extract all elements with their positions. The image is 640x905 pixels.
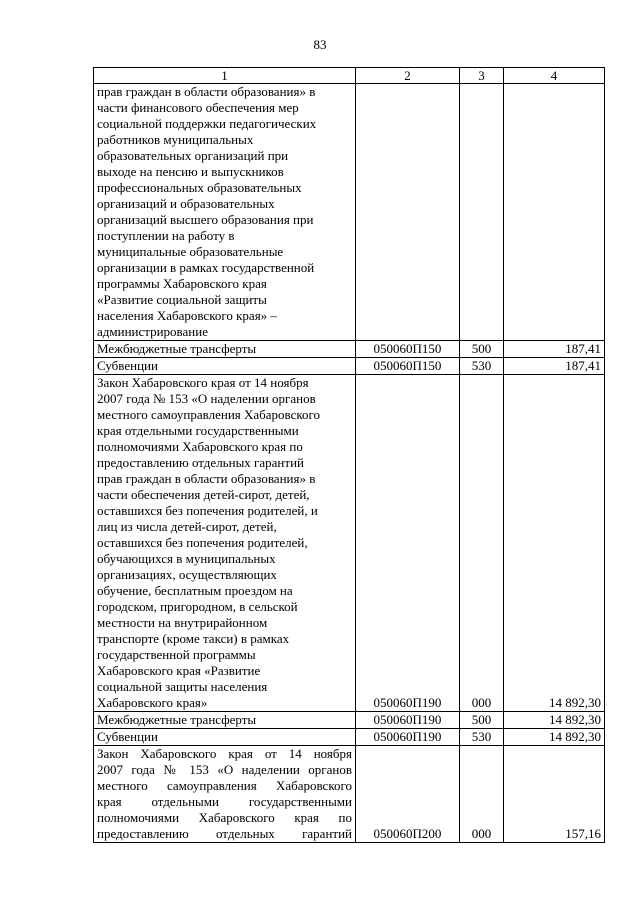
name-line: предоставлению отдельных гарантий [97, 455, 304, 470]
row-code: 050060П150 [356, 358, 460, 375]
row-sum: 14 892,30 [504, 712, 605, 729]
row-name: Субвенции [94, 358, 356, 375]
table-row [94, 358, 605, 375]
name-line: «Развитие социальной защиты [97, 292, 267, 307]
name-line: образовательных организаций при [97, 148, 289, 163]
name-line: организаций и образовательных [97, 196, 275, 211]
name-line: выходе на пенсию и выпускников [97, 164, 284, 179]
row-code [356, 84, 460, 341]
name-line: Закон Хабаровского края от 14 ноября [97, 375, 309, 390]
row-kvr: 530 [460, 729, 504, 746]
row-kvr: 530 [460, 358, 504, 375]
name-line: местного самоуправления Хабаровского [97, 778, 352, 793]
row-name [94, 746, 356, 843]
name-line: местного самоуправления Хабаровского [97, 407, 321, 422]
row-name: Межбюджетные трансферты [94, 341, 356, 358]
name-line: части финансового обеспечения мер [97, 100, 299, 115]
budget-table [93, 67, 605, 843]
column-header-4: 4 [504, 68, 605, 84]
name-line: прав граждан в области образования» в [97, 84, 316, 99]
row-name: Межбюджетные трансферты [94, 712, 356, 729]
name-line: Хабаровского края» [97, 695, 208, 710]
row-code: 050060П190 [356, 375, 460, 712]
row-sum: 187,41 [504, 358, 605, 375]
row-sum: 187,41 [504, 341, 605, 358]
table-row [94, 712, 605, 729]
name-line: 2007 года № 153 «О наделении органов [97, 391, 316, 406]
row-sum: 14 892,30 [504, 729, 605, 746]
name-line: организации в рамках государственной [97, 260, 315, 275]
name-line: полномочиями Хабаровского края по [97, 810, 352, 825]
row-code: 050060П150 [356, 341, 460, 358]
name-line: обучающихся в муниципальных [97, 551, 276, 566]
name-line: обучение, бесплатным проездом на [97, 583, 293, 598]
table-row [94, 746, 605, 843]
name-line: оставшихся без попечения родителей, и [97, 503, 318, 518]
name-line: лиц из числа детей-сирот, детей, [97, 519, 277, 534]
name-line: администрирование [97, 324, 208, 339]
table-row [94, 341, 605, 358]
name-line: работников муниципальных [97, 132, 254, 147]
row-kvr: 500 [460, 341, 504, 358]
name-line: социальной защиты населения [97, 679, 268, 694]
name-line: городском, пригородном, в сельской [97, 599, 298, 614]
name-line: населения Хабаровского края» – [97, 308, 277, 323]
column-header-2: 2 [356, 68, 460, 84]
row-sum [504, 84, 605, 341]
table-row [94, 84, 605, 341]
header-row [94, 68, 605, 84]
row-sum: 157,16 [504, 746, 605, 843]
name-line: части обеспечения детей-сирот, детей, [97, 487, 310, 502]
name-line: муниципальные образовательные [97, 244, 284, 259]
table-row [94, 729, 605, 746]
row-name [94, 375, 356, 712]
name-line: края отдельными государственными [97, 423, 299, 438]
name-line: Закон Хабаровского края от 14 ноября [97, 746, 352, 761]
row-kvr [460, 84, 504, 341]
name-line: социальной поддержки педагогических [97, 116, 317, 131]
name-line: 2007 года № 153 «О наделении органов [97, 762, 352, 777]
row-name [94, 84, 356, 341]
name-line: предоставлению отдельных гарантий [97, 826, 352, 841]
name-line: организациях, осуществляющих [97, 567, 277, 582]
name-line: прав граждан в области образования» в [97, 471, 316, 486]
column-header-3: 3 [460, 68, 504, 84]
row-kvr: 000 [460, 375, 504, 712]
name-line: транспорте (кроме такси) в рамках [97, 631, 290, 646]
name-line: Хабаровского края «Развитие [97, 663, 261, 678]
row-kvr: 500 [460, 712, 504, 729]
name-line: поступлении на работу в [97, 228, 235, 243]
name-line: государственной программы [97, 647, 256, 662]
table-row [94, 375, 605, 712]
name-line: профессиональных образовательных [97, 180, 302, 195]
name-line: полномочиями Хабаровского края по [97, 439, 303, 454]
row-sum: 14 892,30 [504, 375, 605, 712]
name-line: местности на внутрирайонном [97, 615, 268, 630]
column-header-1: 1 [94, 68, 356, 84]
name-line: края отдельными государственными [97, 794, 352, 809]
name-line: оставшихся без попечения родителей, [97, 535, 308, 550]
row-name: Субвенции [94, 729, 356, 746]
page-number: 83 [313, 37, 327, 52]
row-code: 050060П200 [356, 746, 460, 843]
name-line: организаций высшего образования при [97, 212, 314, 227]
row-kvr: 000 [460, 746, 504, 843]
name-line: программы Хабаровского края [97, 276, 267, 291]
row-code: 050060П190 [356, 729, 460, 746]
row-code: 050060П190 [356, 712, 460, 729]
